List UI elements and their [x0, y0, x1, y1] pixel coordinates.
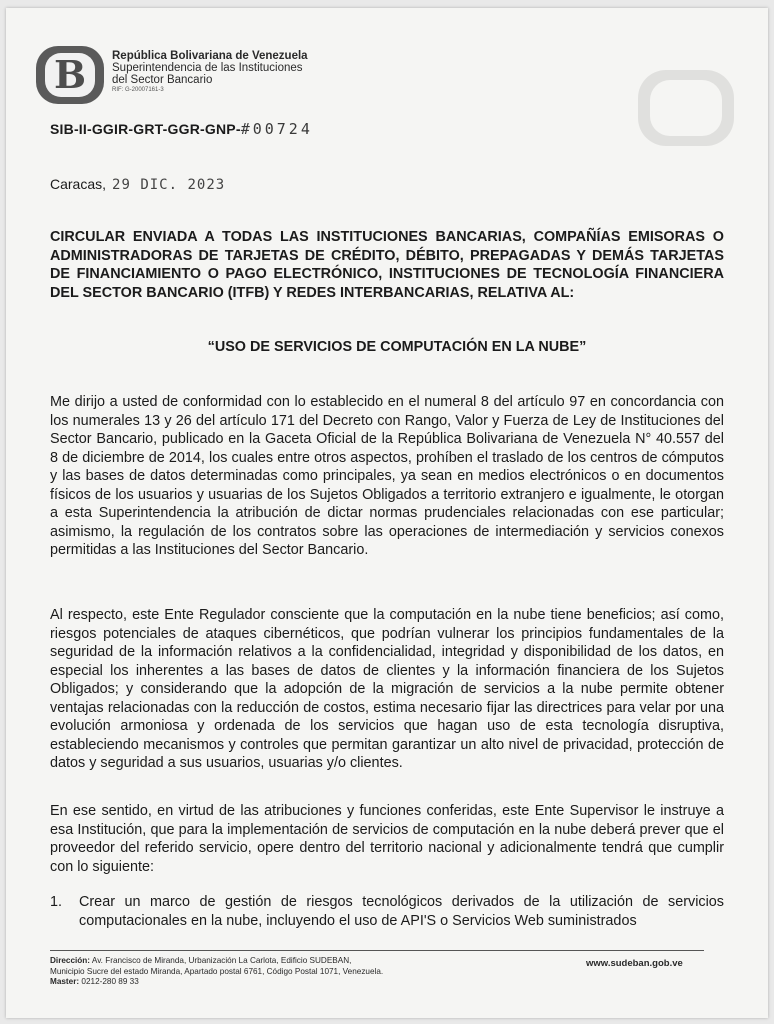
reference-code [50, 120, 313, 138]
superintendency-line: Superintendencia de las Instituciones [112, 62, 303, 74]
address-line-1: Av. Francisco de Miranda, Urbanización La Carlota, Edificio SUDEBAN, [91, 956, 352, 965]
body-paragraph: Me dirijo a usted de conformidad con lo establecido en el numeral 8 del artículo 97 en concordancia con los numerales 13 y 26 del artículo 171 del Decreto con Rango, Valor y Fuerza de Ley de Instituciones del Sector Bancario, publicado en la Gaceta Oficial de la República Bolivariana de Venezuela N° 40.557 del 8 de diciembre de 2014, los cuales entre otros aspectos, prohíben el traslado de los centros de cómputos y las bases de datos determinadas como principales, ya sean en medios electrónicos o en documentos físicos de los usuarios y usuarias de los Sujetos Obligados a territorio extranjero e igualmente, le otorgan a esta Superintendencia la atribución de dictar normas prudenciales relacionadas con ese particular; asimismo, la regulación de los contratos sobre las operaciones de intermediación y servicios conexos permitidas a las Instituciones del Sector Bancario. [50, 394, 724, 558]
list-item-number: 1. [50, 894, 63, 910]
master-phone: 0212-280 89 33 [81, 977, 139, 986]
address-label: Dirección: [50, 956, 91, 965]
date-line [50, 176, 225, 193]
document-page [6, 8, 768, 1018]
sector-line: del Sector Bancario [112, 74, 213, 86]
institution-name [112, 50, 332, 95]
city: Caracas, [50, 176, 107, 192]
reference-number-stamp: #00724 [240, 120, 313, 138]
subject-title: “USO DE SERVICIOS DE COMPUTACIÓN EN LA NUBE” [207, 339, 587, 355]
body-paragraph: En ese sentido, en virtud de las atribuciones y funciones conferidas, este Ente Supervisor le instruye a esa Institución, que para la implementación de servicios de computación en la nube deberá prever que el proveedor del referido servicio, opere dentro del territorio nacional y adicionalmente tendrá que cumplir con lo siguiente: [50, 803, 724, 875]
rif-number: RIF: G-20007161-3 [112, 87, 164, 93]
date-stamp: 29 DIC. 2023 [112, 177, 226, 193]
reference-prefix: SIB-II-GGIR-GRT-GGR-GNP- [50, 121, 241, 137]
republic-line: República Bolivariana de Venezuela [112, 50, 308, 62]
bleed-through-logo-icon [636, 68, 736, 148]
circular-heading: CIRCULAR ENVIADA A TODAS LAS INSTITUCIONES BANCARIAS, COMPAÑÍAS EMISORAS O ADMINISTRADORAS DE TARJETAS DE CRÉDITO, DÉBITO, PREPAGADAS Y DEMÁS TARJETAS DE FINANCIAMIENTO O PAGO ELECTRÓNICO, INSTITUCIONES DE TECNOLOGÍA FINANCIERA DEL SECTOR BANCARIO (ITFB) Y REDES INTERBANCARIAS, RELATIVA AL: [50, 229, 724, 301]
list-item-text: Crear un marco de gestión de riesgos tecnológicos derivados de la utilización de servicios computacionales en la nube, incluyendo el uso de API'S o Servicios Web suministrados [79, 894, 724, 929]
body-paragraph: Al respecto, este Ente Regulador consciente que la computación en la nube tiene beneficios; así como, riesgos potenciales de ataques cibernéticos, que podrían vulnerar los principios fundamentales de la seguridad de la información relativos a la confidencialidad, integridad y disponibilidad de los datos, en especial los inherentes a las bases de datos de clientes y la información financiera de los Sujetos Obligados; y considerando que la adopción de la migración de servicios a la nube permite obtener ventajas relacionadas con la reducción de costos, estima necesario fijar las directrices para velar por una evolución armoniosa y ordenada de los servicios que hagan uso de esta tecnología disruptiva, estableciendo mecanismos y controles que permitan garantizar un alto nivel de privacidad, protección de datos y seguridad a sus usuarios, usuarias y/o clientes. [50, 607, 724, 771]
list-item [50, 893, 724, 930]
website-link[interactable]: www.sudeban.gob.ve [586, 958, 683, 969]
logo-letter: B [53, 52, 87, 97]
address-line-2: Municipio Sucre del estado Miranda, Apartado postal 6761, Código Postal 1071, Venezuela. [50, 966, 384, 976]
footer-divider [50, 950, 704, 951]
master-label: Master: [50, 977, 80, 986]
sudeban-logo-icon [36, 46, 104, 104]
